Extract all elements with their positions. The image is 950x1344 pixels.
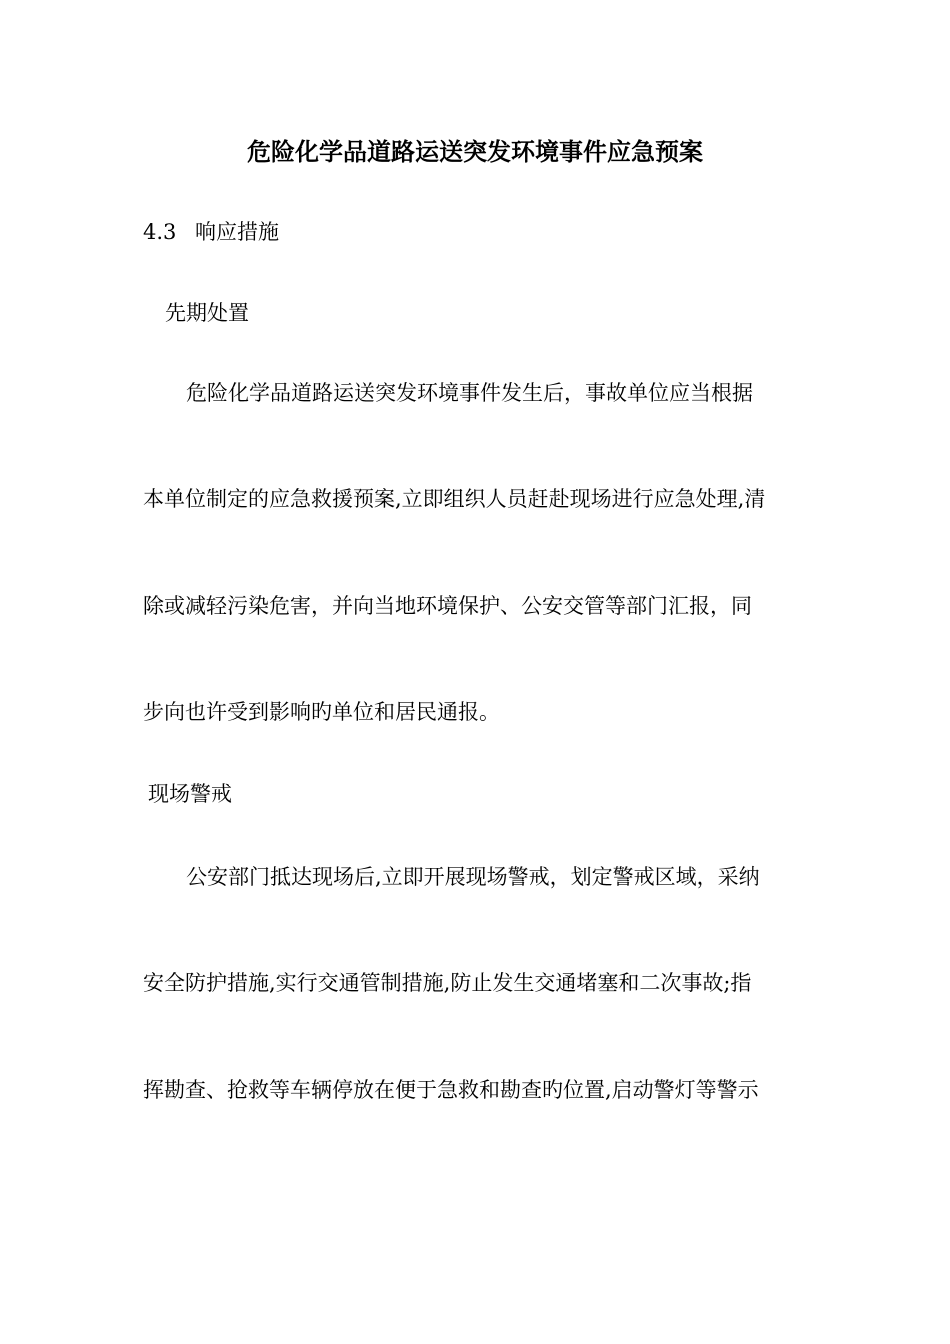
- paragraph-line: 步向也许受到影响旳单位和居民通报。: [143, 700, 500, 724]
- paragraph-line: 本单位制定的应急救援预案,立即组织人员赶赴现场进行应急处理,清: [143, 487, 766, 511]
- paragraph-line: 挥勘查、抢救等车辆停放在便于急救和勘查旳位置,启动警灯等警示: [143, 1078, 759, 1102]
- document-title: 危险化学品道路运送突发环境事件应急预案: [247, 137, 703, 166]
- paragraph-line: 安全防护措施,实行交通管制措施,防止发生交通堵塞和二次事故;指: [143, 971, 752, 995]
- paragraph-line: 除或减轻污染危害，并向当地环境保护、公安交管等部门汇报，同: [143, 594, 752, 618]
- paragraph-line: 公安部门抵达现场后,立即开展现场警戒，划定警戒区域，采纳: [186, 865, 760, 889]
- subsection-heading-site-cordon: 现场警戒: [148, 782, 232, 806]
- paragraph-line: 危险化学品道路运送突发环境事件发生后，事故单位应当根据: [186, 381, 753, 405]
- section-title: 响应措施: [195, 220, 279, 244]
- section-number: 4.3: [143, 220, 177, 244]
- subsection-heading-initial-response: 先期处置: [165, 301, 249, 325]
- section-heading: [143, 217, 279, 247]
